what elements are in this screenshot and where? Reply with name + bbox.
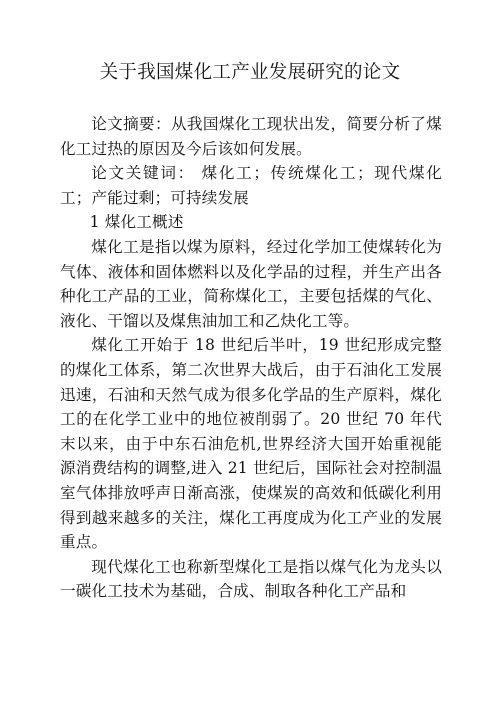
body-paragraph: 现代煤化工也称新型煤化工是指以煤气化为龙头以一碳化工技术为基础，合成、制取各种化工产品和 bbox=[60, 557, 442, 601]
keywords-paragraph: 论文关键词： 煤化工；传统煤化工；现代煤化工；产能过剩；可持续发展 bbox=[60, 164, 442, 207]
document-body bbox=[60, 112, 442, 604]
section-heading: 1 煤化工概述 bbox=[89, 213, 184, 232]
document-title: 关于我国煤化工产业发展研究的论文 bbox=[99, 62, 401, 83]
body-paragraph: 煤化工是指以煤为原料，经过化学加工使煤转化为气体、液体和固体燃料以及化学品的过程，并生产出各种化工产品的工业，简称煤化工，主要包括煤的气化、液化、干馏以及煤焦油加工和乙炔化工等。 bbox=[60, 237, 442, 330]
abstract-paragraph: 论文摘要：从我国煤化工现状出发，简要分析了煤化工过热的原因及今后该如何发展。 bbox=[60, 115, 442, 158]
body-paragraph: 煤化工开始于 18 世纪后半叶，19 世纪形成完整的煤化工体系，第二次世界大战后，由于石油化工发展迅速，石油和天然气成为很多化学品的生产原料，煤化工的在化学工业中的地位被削弱了。20 世纪 70 年代末以来，由于中东石油危机,世界经济大国开始重视能源消费结构的调整,进入 21 世纪后，国际社会对控制温室气体排放呼声日渐高涨，使煤炭的高效和低碳化利用得到越来越多的关注，煤化工再度成为化工产业的发展重点。 bbox=[60, 336, 442, 552]
